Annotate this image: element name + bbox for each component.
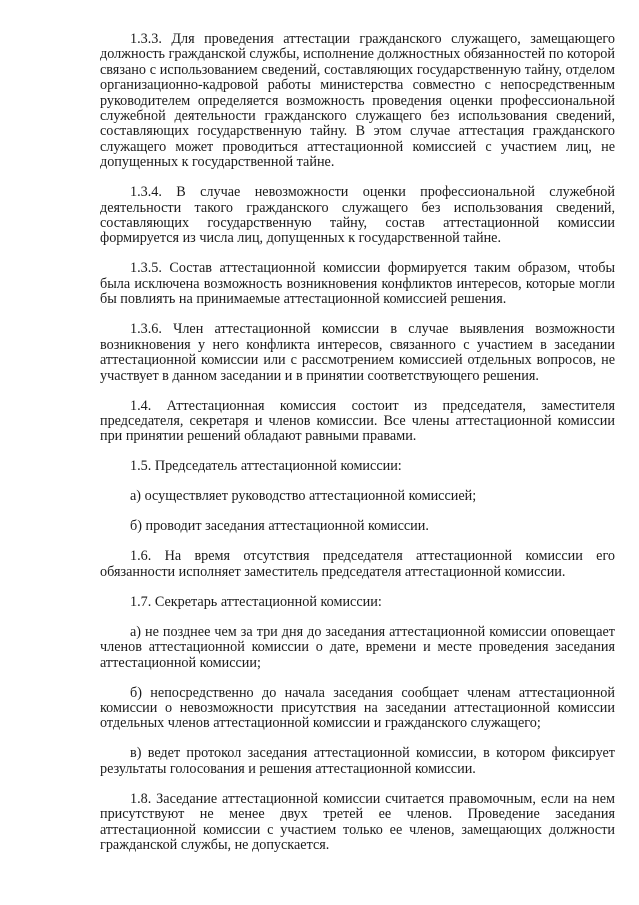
paragraph-1-6: 1.6. На время отсутствия председателя аттестационной комиссии его обязанности исполняет заместитель председателя аттестационной комиссии. — [100, 548, 615, 580]
paragraph-1-7-c: в) ведет протокол заседания аттестационной комиссии, в котором фиксирует результаты голосования и решения аттестационной комиссии. — [100, 745, 615, 777]
paragraph-1-3-6: 1.3.6. Член аттестационной комиссии в случае выявления возможности возникновения у него конфликта интересов, связанного с участием в заседании аттестационной комиссии или с рассмотрением комиссией отдельных вопросов, не участвует в данном заседании и в принятии соответствующего решения. — [100, 321, 615, 384]
paragraph-1-3-3: 1.3.3. Для проведения аттестации гражданского служащего, замещающего должность гражданской службы, исполнение должностных обязанностей по которой связано с использованием сведений, составляющих государственную тайну, отделом организационно-кадровой работы министерства совместно с непосредственным руководителем определяется возможность проведения оценки профессиональной служебной деятельности гражданского служащего без использования сведений, составляющих государственную тайну. В этом случае аттестация гражданского служащего может проводиться аттестационной комиссией с участием лиц, не допущенных к государственной тайне. — [100, 31, 615, 171]
paragraph-1-5: 1.5. Председатель аттестационной комиссии: — [130, 458, 402, 475]
paragraph-1-7: 1.7. Секретарь аттестационной комиссии: — [130, 593, 382, 610]
paragraph-1-3-5: 1.3.5. Состав аттестационной комиссии формируется таким образом, чтобы была исключена возможность возникновения конфликтов интересов, которые могли бы повлиять на принимаемые аттестационной комиссией решения. — [100, 260, 615, 308]
paragraph-1-3-4: 1.3.4. В случае невозможности оценки профессиональной служебной деятельности такого гражданского служащего без использования сведений, составляющих государственную тайну, состав аттестационной комиссии формируется из числа лиц, допущенных к государственной тайне. — [100, 184, 615, 247]
paragraph-1-4: 1.4. Аттестационная комиссия состоит из председателя, заместителя председателя, секретаря и членов комиссии. Все члены аттестационной комиссии при принятии решений обладают равными правами. — [100, 397, 615, 445]
paragraph-1-8: 1.8. Заседание аттестационной комиссии считается правомочным, если на нем присутствуют не менее двух третей ее членов. Проведение заседания аттестационной комиссии с участием только ее членов, замещающих должности гражданской службы, не допускается. — [100, 790, 615, 853]
paragraph-1-5-a: а) осуществляет руководство аттестационной комиссией; — [130, 488, 477, 505]
paragraph-1-7-a: а) не позднее чем за три дня до заседания аттестационной комиссии оповещает членов аттестационной комиссии о дате, времени и месте проведения заседания аттестационной комиссии; — [100, 623, 615, 671]
document-page — [100, 32, 615, 868]
paragraph-1-7-b: б) непосредственно до начала заседания сообщает членам аттестационной комиссии о невозможности присутствия на заседании аттестационной комиссии отдельных членов аттестационной комиссии и гражданского служащего; — [100, 684, 615, 732]
paragraph-1-5-b: б) проводит заседания аттестационной комиссии. — [130, 518, 429, 535]
